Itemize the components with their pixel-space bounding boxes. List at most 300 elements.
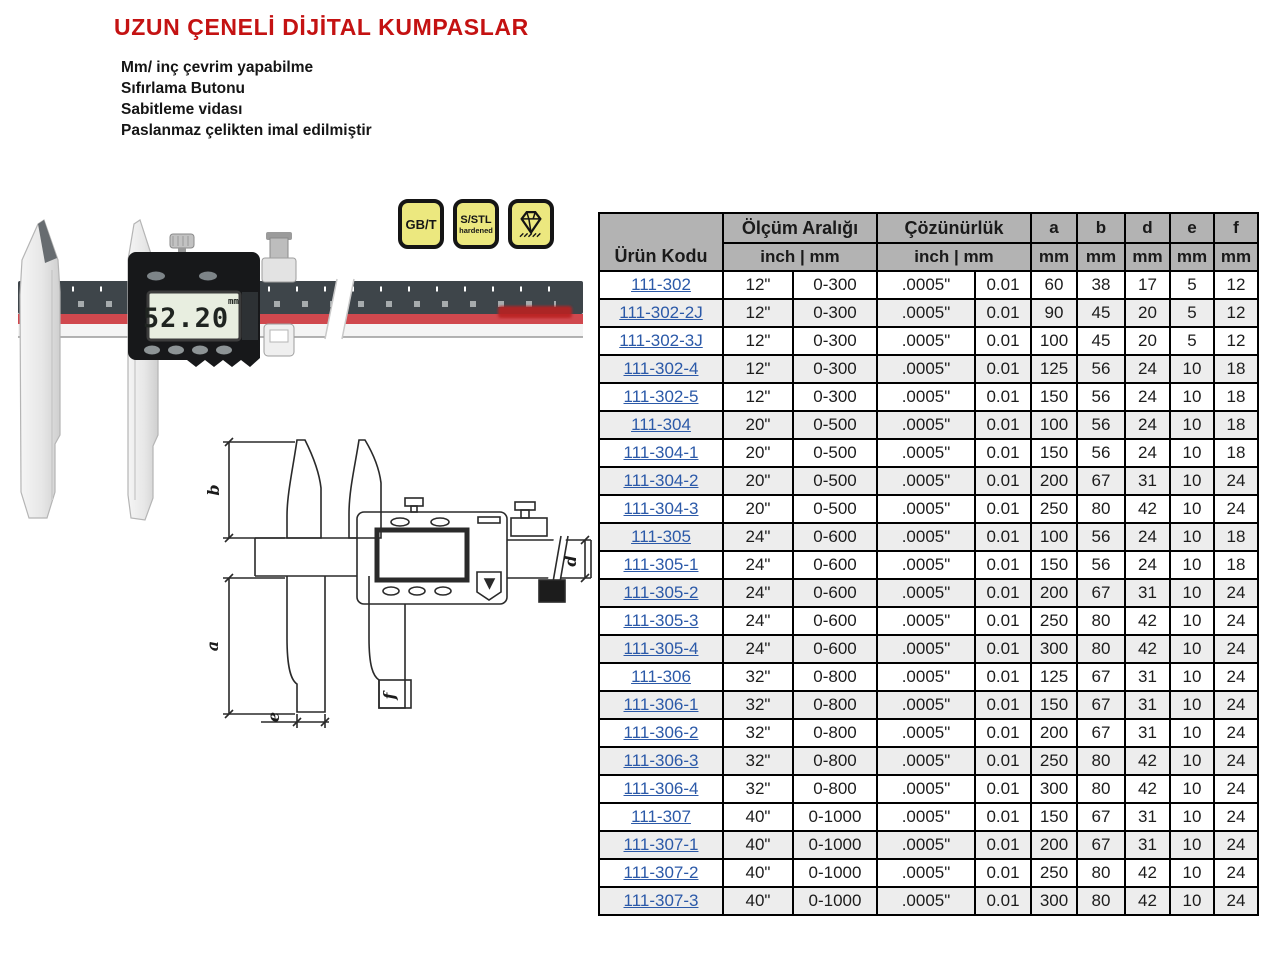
spec-cell-res_mm: 0.01 xyxy=(975,299,1031,327)
spec-cell-res_mm: 0.01 xyxy=(975,635,1031,663)
spec-cell-d: 31 xyxy=(1125,803,1170,831)
spec-cell-b: 56 xyxy=(1077,383,1125,411)
spec-cell-a: 100 xyxy=(1031,327,1077,355)
spec-cell-a: 100 xyxy=(1031,523,1077,551)
diagram-thumb-roller xyxy=(539,580,565,602)
table-row xyxy=(599,271,1258,299)
spec-cell-range_inch: 40" xyxy=(723,859,793,887)
spec-cell-e: 10 xyxy=(1170,411,1214,439)
product-code-cell xyxy=(599,439,723,467)
spec-cell-e: 10 xyxy=(1170,579,1214,607)
product-code-link[interactable]: 111-306-4 xyxy=(623,779,699,798)
spec-cell-res_mm: 0.01 xyxy=(975,467,1031,495)
product-code-cell xyxy=(599,691,723,719)
product-code-link[interactable]: 111-305 xyxy=(631,527,691,546)
table-row xyxy=(599,383,1258,411)
lower-jaw-outline xyxy=(369,576,405,708)
spec-cell-res_inch: .0005" xyxy=(877,271,975,299)
product-code-link[interactable]: 111-304-1 xyxy=(623,443,699,462)
spec-cell-f: 24 xyxy=(1214,719,1258,747)
spec-cell-res_inch: .0005" xyxy=(877,551,975,579)
spec-cell-range_mm: 0-1000 xyxy=(793,859,877,887)
spec-cell-res_inch: .0005" xyxy=(877,831,975,859)
product-code-link[interactable]: 111-302-4 xyxy=(623,359,699,378)
spec-cell-res_mm: 0.01 xyxy=(975,411,1031,439)
digital-display-unit xyxy=(128,252,260,367)
spec-cell-range_mm: 0-600 xyxy=(793,523,877,551)
spec-cell-e: 10 xyxy=(1170,495,1214,523)
product-code-link[interactable]: 111-306 xyxy=(631,667,691,686)
spec-cell-e: 10 xyxy=(1170,747,1214,775)
dim-label-b: b xyxy=(204,484,223,496)
spec-cell-range_inch: 32" xyxy=(723,747,793,775)
spec-cell-a: 250 xyxy=(1031,747,1077,775)
product-code-link[interactable]: 111-306-2 xyxy=(623,723,699,742)
dim-label-a: a xyxy=(203,640,222,652)
spec-cell-b: 38 xyxy=(1077,271,1125,299)
spec-cell-a: 250 xyxy=(1031,495,1077,523)
col-subheader-d-unit: mm xyxy=(1125,243,1170,271)
spec-cell-a: 250 xyxy=(1031,859,1077,887)
spec-cell-res_mm: 0.01 xyxy=(975,523,1031,551)
spec-cell-f: 24 xyxy=(1214,635,1258,663)
spec-cell-e: 10 xyxy=(1170,663,1214,691)
spec-cell-d: 24 xyxy=(1125,355,1170,383)
feature-item: Sıfırlama Butonu xyxy=(121,80,246,97)
spec-cell-range_mm: 0-1000 xyxy=(793,831,877,859)
display-button xyxy=(147,272,165,281)
product-code-cell xyxy=(599,271,723,299)
product-code-cell xyxy=(599,467,723,495)
spec-cell-f: 12 xyxy=(1214,299,1258,327)
badge-sstl-label: S/STL xyxy=(460,213,492,226)
spec-cell-a: 100 xyxy=(1031,411,1077,439)
product-code-link[interactable]: 111-305-1 xyxy=(623,555,699,574)
spec-cell-d: 42 xyxy=(1125,859,1170,887)
product-code-cell xyxy=(599,663,723,691)
spec-cell-res_inch: .0005" xyxy=(877,747,975,775)
spec-cell-res_inch: .0005" xyxy=(877,411,975,439)
spec-cell-f: 18 xyxy=(1214,355,1258,383)
spec-cell-f: 18 xyxy=(1214,411,1258,439)
spec-cell-f: 18 xyxy=(1214,523,1258,551)
spec-cell-range_inch: 20" xyxy=(723,495,793,523)
spec-cell-b: 67 xyxy=(1077,663,1125,691)
table-row xyxy=(599,859,1258,887)
dim-label-e: e xyxy=(264,711,283,723)
dimension-a xyxy=(203,574,295,718)
spec-cell-res_mm: 0.01 xyxy=(975,663,1031,691)
spec-cell-a: 200 xyxy=(1031,579,1077,607)
col-subheader-b-unit: mm xyxy=(1077,243,1125,271)
spec-cell-res_mm: 0.01 xyxy=(975,271,1031,299)
spec-cell-f: 24 xyxy=(1214,467,1258,495)
spec-cell-range_mm: 0-800 xyxy=(793,663,877,691)
dimension-b xyxy=(204,438,295,542)
product-code-link[interactable]: 111-304-3 xyxy=(623,499,699,518)
spec-cell-res_mm: 0.01 xyxy=(975,551,1031,579)
col-header-resolution-group: Çözünürlük xyxy=(877,213,1031,243)
spec-cell-range_inch: 20" xyxy=(723,467,793,495)
col-subheader-a-unit: mm xyxy=(1031,243,1077,271)
spec-cell-d: 31 xyxy=(1125,467,1170,495)
spec-cell-range_mm: 0-500 xyxy=(793,467,877,495)
spec-cell-d: 42 xyxy=(1125,775,1170,803)
spec-cell-range_mm: 0-600 xyxy=(793,607,877,635)
spec-cell-range_inch: 12" xyxy=(723,327,793,355)
table-row xyxy=(599,299,1258,327)
spec-cell-range_mm: 0-800 xyxy=(793,775,877,803)
spec-cell-res_inch: .0005" xyxy=(877,383,975,411)
spec-cell-res_mm: 0.01 xyxy=(975,327,1031,355)
spec-cell-res_inch: .0005" xyxy=(877,327,975,355)
product-code-cell xyxy=(599,747,723,775)
spec-cell-range_mm: 0-500 xyxy=(793,411,877,439)
col-subheader-f-unit: mm xyxy=(1214,243,1258,271)
product-code-link[interactable]: 111-305-4 xyxy=(623,639,699,658)
spec-cell-range_inch: 40" xyxy=(723,887,793,915)
spec-cell-res_mm: 0.01 xyxy=(975,887,1031,915)
spec-cell-b: 67 xyxy=(1077,467,1125,495)
badge-sstl xyxy=(453,199,499,249)
spec-cell-a: 150 xyxy=(1031,803,1077,831)
spec-cell-e: 10 xyxy=(1170,523,1214,551)
spec-cell-res_mm: 0.01 xyxy=(975,859,1031,887)
spec-cell-a: 200 xyxy=(1031,719,1077,747)
spec-cell-b: 56 xyxy=(1077,523,1125,551)
spec-cell-range_inch: 12" xyxy=(723,271,793,299)
table-row xyxy=(599,775,1258,803)
spec-cell-range_mm: 0-500 xyxy=(793,495,877,523)
spec-cell-f: 24 xyxy=(1214,859,1258,887)
spec-cell-e: 10 xyxy=(1170,635,1214,663)
table-row xyxy=(599,831,1258,859)
spec-cell-f: 24 xyxy=(1214,747,1258,775)
spec-cell-res_inch: .0005" xyxy=(877,719,975,747)
product-code-link[interactable]: 111-302 xyxy=(631,275,691,294)
spec-cell-range_inch: 40" xyxy=(723,803,793,831)
feature-item: Mm/ inç çevrim yapabilme xyxy=(121,59,314,76)
diagram-lcd xyxy=(377,530,467,580)
spec-cell-res_mm: 0.01 xyxy=(975,495,1031,523)
spec-cell-res_inch: .0005" xyxy=(877,887,975,915)
spec-cell-d: 31 xyxy=(1125,831,1170,859)
spec-cell-d: 31 xyxy=(1125,579,1170,607)
spec-cell-res_mm: 0.01 xyxy=(975,607,1031,635)
product-code-link[interactable]: 111-307-2 xyxy=(623,863,699,882)
product-code-cell xyxy=(599,635,723,663)
spec-cell-a: 150 xyxy=(1031,551,1077,579)
badge-sstl-sublabel: hardened xyxy=(459,225,493,235)
spec-cell-a: 60 xyxy=(1031,271,1077,299)
spec-cell-d: 24 xyxy=(1125,383,1170,411)
fixed-jaw xyxy=(20,220,60,518)
spec-cell-f: 24 xyxy=(1214,775,1258,803)
spec-cell-a: 300 xyxy=(1031,887,1077,915)
product-code-link[interactable]: 111-302-2J xyxy=(619,303,703,322)
spec-cell-d: 31 xyxy=(1125,691,1170,719)
spec-cell-res_mm: 0.01 xyxy=(975,579,1031,607)
spec-cell-b: 45 xyxy=(1077,327,1125,355)
spec-cell-range_inch: 12" xyxy=(723,383,793,411)
spec-cell-res_inch: .0005" xyxy=(877,439,975,467)
spec-cell-f: 24 xyxy=(1214,495,1258,523)
spec-cell-res_inch: .0005" xyxy=(877,663,975,691)
table-row xyxy=(599,439,1258,467)
dimension-diagram xyxy=(195,428,595,733)
spec-cell-b: 80 xyxy=(1077,859,1125,887)
spec-cell-b: 80 xyxy=(1077,747,1125,775)
spec-cell-f: 18 xyxy=(1214,551,1258,579)
spec-cell-b: 80 xyxy=(1077,495,1125,523)
spec-cell-e: 10 xyxy=(1170,691,1214,719)
table-row xyxy=(599,579,1258,607)
spec-cell-d: 42 xyxy=(1125,635,1170,663)
spec-cell-range_mm: 0-800 xyxy=(793,719,877,747)
product-code-link[interactable]: 111-304 xyxy=(631,415,691,434)
product-code-cell xyxy=(599,355,723,383)
feature-item: Paslanmaz çelikten imal edilmiştir xyxy=(121,122,372,139)
feature-item: Sabitleme vidası xyxy=(121,101,243,118)
spec-cell-a: 125 xyxy=(1031,355,1077,383)
spec-cell-range_mm: 0-600 xyxy=(793,579,877,607)
table-row xyxy=(599,663,1258,691)
spec-cell-res_inch: .0005" xyxy=(877,775,975,803)
spec-cell-d: 17 xyxy=(1125,271,1170,299)
spec-cell-range_mm: 0-600 xyxy=(793,551,877,579)
spec-cell-res_inch: .0005" xyxy=(877,355,975,383)
product-code-cell xyxy=(599,411,723,439)
spec-cell-e: 10 xyxy=(1170,887,1214,915)
spec-cell-b: 56 xyxy=(1077,551,1125,579)
spec-cell-e: 10 xyxy=(1170,831,1214,859)
display-button xyxy=(199,272,217,281)
spec-cell-d: 24 xyxy=(1125,551,1170,579)
diamond-icon xyxy=(514,206,548,242)
spec-cell-f: 24 xyxy=(1214,579,1258,607)
spec-cell-d: 24 xyxy=(1125,411,1170,439)
spec-cell-range_mm: 0-300 xyxy=(793,327,877,355)
table-row xyxy=(599,355,1258,383)
table-row xyxy=(599,887,1258,915)
spec-cell-range_inch: 32" xyxy=(723,775,793,803)
col-header-a: a xyxy=(1031,213,1077,243)
col-subheader-resolution: inch | mm xyxy=(877,243,1031,271)
spec-cell-res_mm: 0.01 xyxy=(975,831,1031,859)
product-code-cell xyxy=(599,551,723,579)
spec-cell-b: 56 xyxy=(1077,411,1125,439)
spec-cell-range_inch: 20" xyxy=(723,439,793,467)
page-title: UZUN ÇENELİ DİJİTAL KUMPASLAR xyxy=(114,14,529,40)
spec-cell-e: 10 xyxy=(1170,383,1214,411)
spec-cell-res_mm: 0.01 xyxy=(975,691,1031,719)
spec-cell-e: 5 xyxy=(1170,299,1214,327)
lcd-unit: mm xyxy=(228,297,239,307)
spec-cell-f: 18 xyxy=(1214,383,1258,411)
spec-cell-res_mm: 0.01 xyxy=(975,775,1031,803)
spec-cell-d: 20 xyxy=(1125,327,1170,355)
badge-gbt xyxy=(398,199,444,249)
product-code-cell xyxy=(599,887,723,915)
spec-cell-e: 10 xyxy=(1170,719,1214,747)
product-code-cell xyxy=(599,607,723,635)
spec-cell-a: 200 xyxy=(1031,467,1077,495)
spec-cell-range_inch: 24" xyxy=(723,607,793,635)
spec-cell-a: 150 xyxy=(1031,383,1077,411)
spec-cell-f: 24 xyxy=(1214,887,1258,915)
spec-cell-res_mm: 0.01 xyxy=(975,355,1031,383)
spec-cell-range_inch: 40" xyxy=(723,831,793,859)
col-subheader-range: inch | mm xyxy=(723,243,877,271)
spec-cell-range_mm: 0-300 xyxy=(793,383,877,411)
product-code-link[interactable]: 111-305-3 xyxy=(623,611,699,630)
spec-cell-b: 67 xyxy=(1077,691,1125,719)
product-code-cell xyxy=(599,859,723,887)
spec-cell-range_mm: 0-300 xyxy=(793,299,877,327)
spec-cell-e: 10 xyxy=(1170,803,1214,831)
table-row xyxy=(599,523,1258,551)
spec-cell-range_inch: 24" xyxy=(723,523,793,551)
spec-cell-res_inch: .0005" xyxy=(877,607,975,635)
table-row xyxy=(599,495,1258,523)
spec-cell-f: 24 xyxy=(1214,803,1258,831)
feature-list xyxy=(121,57,372,141)
col-header-f: f xyxy=(1214,213,1258,243)
spec-cell-range_mm: 0-300 xyxy=(793,271,877,299)
spec-cell-b: 80 xyxy=(1077,635,1125,663)
product-code-cell xyxy=(599,383,723,411)
spec-cell-d: 42 xyxy=(1125,887,1170,915)
spec-cell-range_inch: 12" xyxy=(723,299,793,327)
spec-cell-e: 10 xyxy=(1170,439,1214,467)
table-row xyxy=(599,411,1258,439)
spec-cell-e: 10 xyxy=(1170,775,1214,803)
display-button xyxy=(168,346,184,355)
spec-cell-f: 24 xyxy=(1214,607,1258,635)
spec-cell-res_inch: .0005" xyxy=(877,523,975,551)
table-row xyxy=(599,607,1258,635)
spec-cell-d: 24 xyxy=(1125,523,1170,551)
table-row xyxy=(599,747,1258,775)
spec-cell-range_inch: 32" xyxy=(723,719,793,747)
product-code-link[interactable]: 111-302-3J xyxy=(619,331,703,350)
col-header-product-code: Ürün Kodu xyxy=(599,213,723,271)
spec-cell-d: 31 xyxy=(1125,663,1170,691)
spec-cell-res_mm: 0.01 xyxy=(975,803,1031,831)
spec-cell-f: 24 xyxy=(1214,663,1258,691)
spec-cell-f: 18 xyxy=(1214,439,1258,467)
product-code-link[interactable]: 111-304-2 xyxy=(623,471,699,490)
display-button xyxy=(192,346,208,355)
spec-cell-e: 10 xyxy=(1170,551,1214,579)
spec-cell-a: 200 xyxy=(1031,831,1077,859)
spec-cell-d: 20 xyxy=(1125,299,1170,327)
product-code-cell xyxy=(599,775,723,803)
spec-cell-d: 24 xyxy=(1125,439,1170,467)
dim-label-f: f xyxy=(380,692,399,700)
spec-cell-res_inch: .0005" xyxy=(877,635,975,663)
spec-cell-b: 80 xyxy=(1077,887,1125,915)
spec-cell-f: 12 xyxy=(1214,271,1258,299)
spec-cell-a: 150 xyxy=(1031,439,1077,467)
spec-cell-a: 300 xyxy=(1031,775,1077,803)
spec-cell-res_mm: 0.01 xyxy=(975,747,1031,775)
product-code-link[interactable]: 111-306-3 xyxy=(623,751,699,770)
spec-cell-b: 80 xyxy=(1077,607,1125,635)
lcd-value: 52.20 xyxy=(142,303,230,334)
spec-table-body xyxy=(599,271,1258,915)
col-header-range-group: Ölçüm Aralığı xyxy=(723,213,877,243)
spec-cell-res_inch: .0005" xyxy=(877,803,975,831)
spec-cell-a: 125 xyxy=(1031,663,1077,691)
spec-cell-res_inch: .0005" xyxy=(877,579,975,607)
spec-cell-range_mm: 0-1000 xyxy=(793,887,877,915)
spec-cell-a: 300 xyxy=(1031,635,1077,663)
product-code-cell xyxy=(599,803,723,831)
product-code-link[interactable]: 111-307 xyxy=(631,807,691,826)
spec-cell-b: 56 xyxy=(1077,439,1125,467)
spec-cell-range_mm: 0-800 xyxy=(793,691,877,719)
spec-cell-e: 10 xyxy=(1170,859,1214,887)
beam xyxy=(18,278,583,340)
spec-cell-a: 250 xyxy=(1031,607,1077,635)
product-code-cell xyxy=(599,579,723,607)
spec-cell-e: 10 xyxy=(1170,607,1214,635)
spec-cell-b: 56 xyxy=(1077,355,1125,383)
spec-cell-e: 10 xyxy=(1170,467,1214,495)
spec-cell-res_inch: .0005" xyxy=(877,467,975,495)
badge-diamond xyxy=(508,199,554,249)
thumb-screw xyxy=(170,234,194,253)
spec-cell-f: 24 xyxy=(1214,691,1258,719)
table-row xyxy=(599,635,1258,663)
upper-jaw-outline xyxy=(349,440,381,538)
spec-cell-b: 67 xyxy=(1077,803,1125,831)
table-row xyxy=(599,719,1258,747)
col-header-d: d xyxy=(1125,213,1170,243)
product-code-cell xyxy=(599,327,723,355)
spec-cell-range_mm: 0-800 xyxy=(793,747,877,775)
product-code-cell xyxy=(599,299,723,327)
col-header-e: e xyxy=(1170,213,1214,243)
spec-cell-range_mm: 0-1000 xyxy=(793,803,877,831)
lower-jaw-outline xyxy=(287,576,325,712)
spec-cell-range_mm: 0-300 xyxy=(793,355,877,383)
table-row xyxy=(599,803,1258,831)
display-button xyxy=(216,346,232,355)
spec-cell-d: 42 xyxy=(1125,607,1170,635)
product-code-link[interactable]: 111-307-1 xyxy=(623,835,699,854)
spec-cell-range_mm: 0-600 xyxy=(793,635,877,663)
spec-cell-range_inch: 24" xyxy=(723,635,793,663)
product-code-cell xyxy=(599,523,723,551)
table-row xyxy=(599,551,1258,579)
badge-gbt-label: GB/T xyxy=(405,216,437,232)
spec-cell-range_inch: 24" xyxy=(723,551,793,579)
spec-cell-range_inch: 32" xyxy=(723,663,793,691)
product-code-link[interactable]: 111-307-3 xyxy=(623,891,699,910)
product-code-link[interactable]: 111-305-2 xyxy=(623,583,699,602)
brand-logo xyxy=(498,306,572,318)
product-code-link[interactable]: 111-306-1 xyxy=(623,695,699,714)
spec-cell-res_mm: 0.01 xyxy=(975,719,1031,747)
product-code-link[interactable]: 111-302-5 xyxy=(623,387,699,406)
spec-cell-e: 10 xyxy=(1170,355,1214,383)
spec-cell-d: 31 xyxy=(1125,719,1170,747)
spec-cell-b: 67 xyxy=(1077,579,1125,607)
spec-cell-d: 42 xyxy=(1125,495,1170,523)
col-subheader-e-unit: mm xyxy=(1170,243,1214,271)
